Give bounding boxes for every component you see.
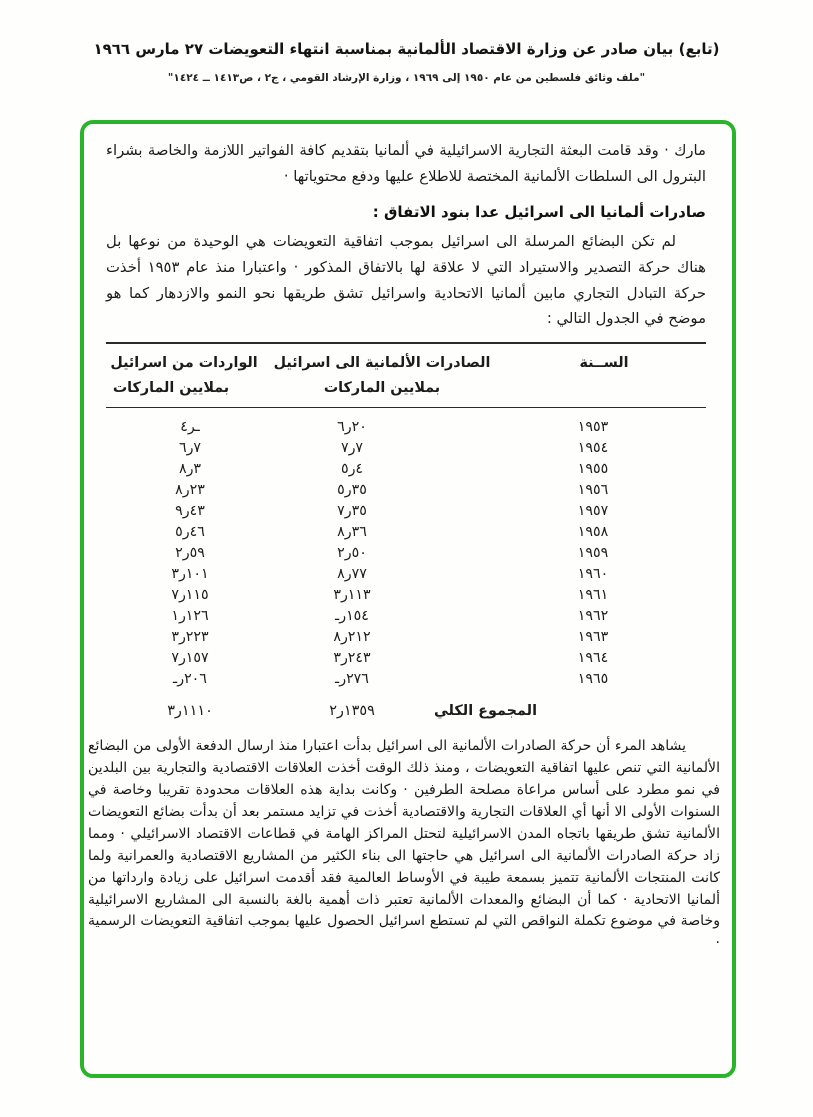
section-heading-exports: صادرات ألمانيا الى اسرائيل عدا بنود الاتفاق : bbox=[372, 203, 706, 221]
total-exports-value: ١٣٥٩ر٢ bbox=[329, 703, 375, 720]
table-row bbox=[106, 563, 706, 584]
trade-table bbox=[106, 342, 706, 724]
exports-value: ٢٠ر٦ bbox=[337, 418, 367, 435]
exports-column-label: الصادرات الألمانية الى اسرائيل bbox=[273, 355, 491, 372]
exports-value: ٧٧ر٨ bbox=[337, 565, 367, 582]
imports-value: ١١٥ر٧ bbox=[171, 586, 209, 603]
paragraph-trade-analysis: يشاهد المرء أن حركة الصادرات الألمانية الى اسرائيل بدأت اعتبارا منذ ارسال الدفعة الأولى من البضائع الألمانية التي تنص عليها اتفاقية التعويضات ، ومنذ ذلك الوقت أخذت العلاقات الاقتصادية والتجارية بين البلدين في نمو مطرد على أساس مراعاة مصلحة الطرفين · وكانت بداية هذه العلاقات محدودة تقريبا وخاصة في السنوات الأولى الا أنها أي العلاقات التجارية والاقتصادية أخذت في تزايد مستمر بعد أن بدأت بضائع التعويضات الألمانية تشق طريقها باتجاه المدن الاسرائيلية لتحتل المراكز الهامة في قطاعات الاقتصاد الاسرائيلي · ومما زاد حركة الصادرات الألمانية الى اسرائيل هي حاجتها الى بناء الكثير من المشاريع الاقتصادية والعمرانية ولما كانت المنتجات الألمانية تتميز بسمعة طيبة في الأوساط العالمية فقد أقدمت اسرائيل على زيادة وارداتها من ألمانيا الاتحادية · كما أن البضائع والمعدات الألمانية تعتبر ذات أهمية بالغة بالنسبة الى المشاريع الاسرائيلية وخاصة في موضوع تكملة النواقص التي لم تستطع اسرائيل الحصول عليها بموجب اتفاقية التعويضات الرسمية · bbox=[88, 738, 720, 952]
total-label: المجموع الكلي bbox=[434, 703, 538, 720]
year-cell: ١٩٦٤ bbox=[577, 649, 609, 666]
imports-value: ١٥٧ر٧ bbox=[171, 649, 209, 666]
exports-value: ١١٣ر٣ bbox=[333, 586, 371, 603]
imports-value: ٣ر٨ bbox=[178, 460, 202, 477]
table-body bbox=[106, 416, 706, 724]
table-row bbox=[106, 458, 706, 479]
document-header bbox=[0, 40, 813, 84]
year-cell: ١٩٥٧ bbox=[577, 502, 609, 519]
table-row bbox=[106, 605, 706, 626]
imports-value: ٧ر٦ bbox=[178, 439, 202, 456]
exports-value: ٢٧٦رـ bbox=[335, 670, 369, 687]
year-cell: ١٩٥٨ bbox=[577, 523, 609, 540]
paragraph-petrol-invoices: مارك · وقد قامت البعثة التجارية الاسرائيلية في ألمانيا بتقديم كافة الفواتير اللازمة والخاصة بشراء البترول الى السلطات الألمانية المختصة للاطلاع عليها ودفع محتوياتها · bbox=[106, 142, 706, 185]
table-row bbox=[106, 542, 706, 563]
year-cell: ١٩٥٥ bbox=[577, 460, 609, 477]
year-cell: ١٩٦٢ bbox=[577, 607, 609, 624]
exports-value: ٢١٢ر٨ bbox=[333, 628, 371, 645]
exports-value: ٤ر٥ bbox=[340, 460, 364, 477]
table-header-row bbox=[106, 342, 706, 408]
exports-value: ٣٦ر٨ bbox=[337, 523, 367, 540]
table-row bbox=[106, 668, 706, 689]
imports-value: ٤٣ر٩ bbox=[175, 502, 205, 519]
year-cell: ١٩٦٣ bbox=[577, 628, 609, 645]
column-header-year bbox=[502, 351, 706, 376]
imports-value: ٢٢٣ر٣ bbox=[171, 628, 209, 645]
table-row bbox=[106, 416, 706, 437]
imports-value: ١٠١ر٣ bbox=[171, 565, 209, 582]
imports-value: ٢٠٦رـ bbox=[173, 670, 207, 687]
document-title: (تابع) بيان صادر عن وزارة الاقتصاد الألمانية بمناسبة انتهاء التعويضات ٢٧ مارس ١٩٦٦ bbox=[93, 40, 720, 58]
table-row bbox=[106, 626, 706, 647]
column-header-imports bbox=[106, 351, 262, 401]
exports-unit-label: بملايين الماركات bbox=[323, 380, 441, 397]
year-cell: ١٩٦٥ bbox=[577, 670, 609, 687]
column-header-exports bbox=[262, 351, 502, 401]
year-cell: ١٩٥٤ bbox=[577, 439, 609, 456]
table-row bbox=[106, 647, 706, 668]
table-row bbox=[106, 500, 706, 521]
year-cell: ١٩٦١ bbox=[577, 586, 609, 603]
exports-value: ٣٥ر٥ bbox=[337, 481, 367, 498]
imports-value: ٢٣ر٨ bbox=[175, 481, 205, 498]
table-row bbox=[106, 521, 706, 542]
table-total-row bbox=[106, 698, 706, 724]
table-row bbox=[106, 584, 706, 605]
imports-unit-label: بملايين الماركات bbox=[112, 380, 230, 397]
total-imports-value: ١١١٠ر٣ bbox=[167, 703, 213, 720]
document-source-citation: "ملف وثائق فلسطين من عام ١٩٥٠ إلى ١٩٦٩ ، وزارة الإرشاد القومي ، ج٢ ، ص١٤١٣ ــ ١٤٢٤" bbox=[167, 72, 646, 84]
exports-value: ٥٠ر٢ bbox=[337, 544, 367, 561]
table-row bbox=[106, 437, 706, 458]
exports-value: ٧ر٧ bbox=[340, 439, 364, 456]
paragraph-trade-intro: لم تكن البضائع المرسلة الى اسرائيل بموجب اتفاقية التعويضات هي الوحيدة من نوعها بل هناك حركة التصدير والاستيراد التي لا علاقة لها بالاتفاق المذكور · واعتبارا منذ عام ١٩٥٣ أخذت حركة التبادل التجاري مابين ألمانيا الاتحادية واسرائيل تشق طريقها نحو النمو والازدهار كما هو موضح في الجدول التالي : bbox=[106, 233, 706, 328]
year-cell: ١٩٥٣ bbox=[577, 418, 609, 435]
year-column-label: الســنة bbox=[579, 355, 629, 372]
imports-column-label: الواردات من اسرائيل bbox=[110, 355, 258, 372]
year-cell: ١٩٥٩ bbox=[577, 544, 609, 561]
year-cell: ١٩٥٦ bbox=[577, 481, 609, 498]
imports-value: ١٢٦ر١ bbox=[171, 607, 209, 624]
table-row bbox=[106, 479, 706, 500]
year-cell: ١٩٦٠ bbox=[577, 565, 609, 582]
exports-value: ٣٥ر٧ bbox=[337, 502, 367, 519]
green-highlight-box bbox=[80, 120, 736, 1078]
exports-value: ٢٤٣ر٣ bbox=[333, 649, 371, 666]
imports-value: ـر٤ bbox=[180, 418, 200, 435]
imports-value: ٤٦ر٥ bbox=[175, 523, 205, 540]
imports-value: ٥٩ر٢ bbox=[175, 544, 205, 561]
exports-value: ١٥٤رـ bbox=[335, 607, 369, 624]
